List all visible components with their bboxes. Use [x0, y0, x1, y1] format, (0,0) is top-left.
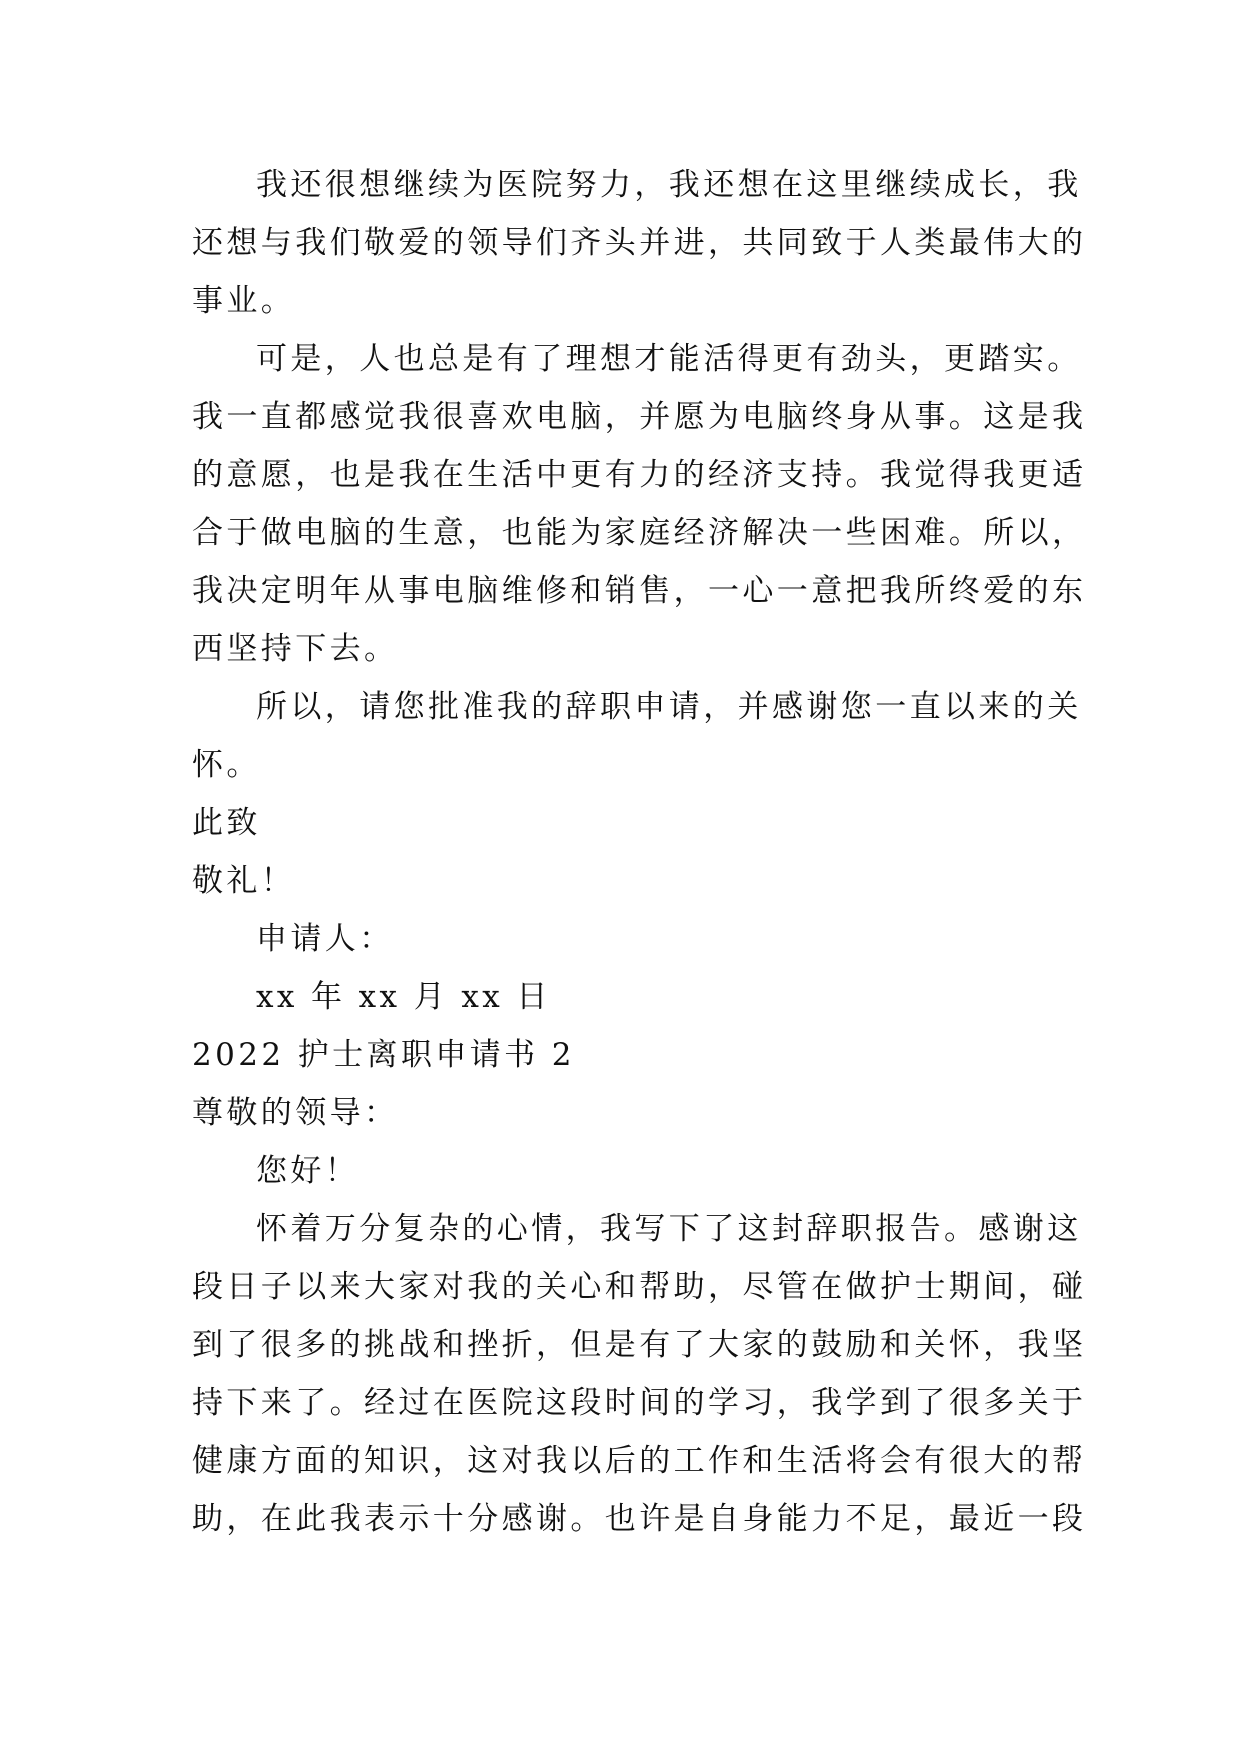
closing-line: 此致	[192, 805, 261, 841]
body-line: 事业。	[192, 283, 296, 319]
body-line: 的意愿，也是我在生活中更有力的经济支持。我觉得我更适	[192, 457, 1087, 493]
body-line: 还想与我们敬爱的领导们齐头并进，共同致于人类最伟大的	[192, 225, 1087, 261]
body-line: 我决定明年从事电脑维修和销售，一心一意把我所终爱的东	[192, 573, 1087, 609]
salutation: 尊敬的领导：	[192, 1095, 399, 1131]
body-line: 怀着万分复杂的心情，我写下了这封辞职报告。感谢这	[256, 1211, 1082, 1247]
signature-label: 申请人：	[256, 921, 394, 957]
body-line: 可是，人也总是有了理想才能活得更有劲头，更踏实。	[256, 341, 1082, 377]
body-line: 所以，请您批准我的辞职申请，并感谢您一直以来的关	[256, 689, 1082, 725]
date-line: xx 年 xx 月 xx 日	[256, 979, 551, 1015]
body-line: 合于做电脑的生意，也能为家庭经济解决一些困难。所以，	[192, 515, 1087, 551]
body-line: 持下来了。经过在医院这段时间的学习，我学到了很多关于	[192, 1385, 1087, 1421]
body-line: 段日子以来大家对我的关心和帮助，尽管在做护士期间，碰	[192, 1269, 1087, 1305]
body-line: 西坚持下去。	[192, 631, 399, 667]
body-line: 我还很想继续为医院努力，我还想在这里继续成长，我	[256, 167, 1082, 203]
section-title: 2022 护士离职申请书 2	[192, 1037, 575, 1073]
closing-line: 敬礼！	[192, 863, 296, 899]
body-line: 健康方面的知识，这对我以后的工作和生活将会有很大的帮	[192, 1443, 1087, 1479]
body-line: 我一直都感觉我很喜欢电脑，并愿为电脑终身从事。这是我	[192, 399, 1087, 435]
greeting: 您好！	[256, 1153, 360, 1189]
body-line: 助，在此我表示十分感谢。也许是自身能力不足，最近一段	[192, 1501, 1087, 1537]
body-line: 怀。	[192, 747, 261, 783]
body-line: 到了很多的挑战和挫折，但是有了大家的鼓励和关怀，我坚	[192, 1327, 1087, 1363]
